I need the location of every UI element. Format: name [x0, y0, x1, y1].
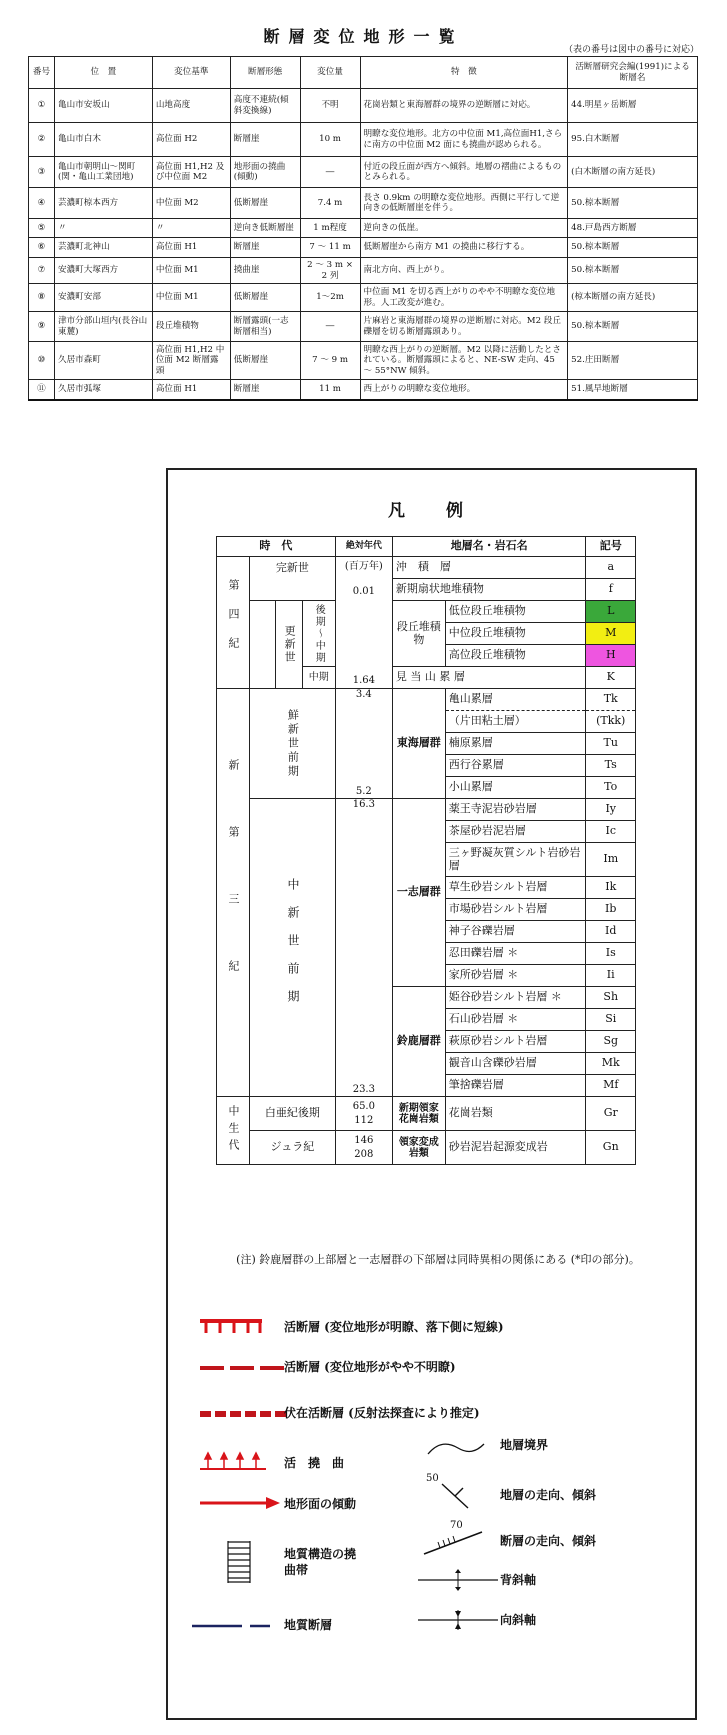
- cell-no: ⑪: [29, 380, 55, 400]
- cell-datum: 中位面 M1: [152, 284, 230, 312]
- cell-feature: 中位面 M1 を切る西上がりのやや不明瞭な変位地形。人工改変が進む。: [360, 284, 568, 312]
- geologic-fault-symbol: [190, 1622, 274, 1630]
- period-quaternary: 第四紀: [227, 579, 241, 666]
- cell-displacement: 1 m程度: [300, 219, 360, 238]
- header-feature: 特 徴: [360, 57, 568, 89]
- cell-fault-name: 44.明星ヶ岳断層: [568, 89, 698, 123]
- label-strike-dip: 地層の走向、傾斜: [500, 1488, 597, 1502]
- period-mesozoic: 中生代: [227, 1105, 241, 1156]
- table-row: [29, 312, 698, 342]
- unit-low-terrace: 低位段丘堆積物: [445, 601, 586, 623]
- cell-no: ⑤: [29, 219, 55, 238]
- symbol-granite: Gr: [586, 1097, 636, 1131]
- age-65: 65.0: [352, 1100, 375, 1112]
- cell-location: 亀山市安坂山: [54, 89, 152, 123]
- group-granite: 新期領家花崗岩類: [392, 1097, 445, 1131]
- header-no: 番号: [29, 57, 55, 89]
- symbol-kameyama: Tk: [586, 689, 636, 711]
- cell-form: 断層崖: [230, 123, 300, 157]
- unit-gneiss: 砂岩泥岩起源変成岩: [445, 1131, 586, 1165]
- fault-strike-dip-symbol: [420, 1528, 486, 1558]
- symbol-oshida: Is: [586, 943, 636, 965]
- header-symbol: 記号: [586, 537, 636, 557]
- cell-fault-name: 50.椋本断層: [568, 312, 698, 342]
- cell-displacement: 7 ～ 11 m: [300, 238, 360, 258]
- cell-form: 地形面の撓曲(傾動): [230, 157, 300, 188]
- unit-iedokoro: 家所砂岩層 ＊: [445, 965, 586, 987]
- age-1.64: 1.64: [352, 675, 375, 686]
- symbol-chaya: Ic: [586, 821, 636, 843]
- stratigraphy-table: [216, 536, 636, 1165]
- cell-location: 津市分部山垣内(長谷山東麓): [54, 312, 152, 342]
- symbol-gneiss: Gn: [586, 1131, 636, 1165]
- age-0.01: 0.01: [352, 586, 375, 597]
- legend-note: (注) 鈴鹿層群の上部層と一志層群の下部層は同時異相の関係にある (*印の部分)。: [236, 1253, 640, 1266]
- cell-feature: 明瞭な西上がりの逆断層。M2 以降に活動したとされている。断層露頭によると、NE-SW 走向、45 ～ 55°NW 傾斜。: [360, 342, 568, 380]
- header-displacement: 変位量: [300, 57, 360, 89]
- epoch-pliocene: 鮮新世前期: [286, 708, 300, 779]
- cell-datum: 高位面 H1: [152, 380, 230, 400]
- cell-displacement: 11 m: [300, 380, 360, 400]
- terrace-label: 段丘堆積物: [392, 601, 445, 667]
- cell-no: ⑨: [29, 312, 55, 342]
- unit-high-terrace: 高位段丘堆積物: [445, 645, 586, 667]
- flexure-symbol: [198, 1451, 268, 1473]
- age-16.3: 16.3: [352, 799, 375, 810]
- cell-fault-name: 48.戸島西方断層: [568, 219, 698, 238]
- symbol-kusao: Ik: [586, 877, 636, 899]
- symbol-fan: f: [586, 579, 636, 601]
- legend-title: 凡 例: [388, 501, 475, 521]
- fault-dip-value: 70: [450, 1520, 463, 1531]
- cell-no: ④: [29, 188, 55, 219]
- cell-datum: 中位面 M2: [152, 188, 230, 219]
- label-tilt: 地形面の傾動: [284, 1497, 357, 1511]
- cell-datum: 高位面 H1: [152, 238, 230, 258]
- cell-feature: 逆向きの低崖。: [360, 219, 568, 238]
- age-5.2: 5.2: [355, 786, 372, 797]
- symbol-koyama: To: [586, 777, 636, 799]
- cell-feature: 低断層崖から南方 M1 の撓曲に移行する。: [360, 238, 568, 258]
- symbol-ichiba: Ib: [586, 899, 636, 921]
- cell-fault-name: 51.風早地断層: [568, 380, 698, 400]
- age-23.3: 23.3: [352, 1084, 375, 1095]
- unit-granite: 花崗岩類: [445, 1097, 586, 1131]
- symbol-middle-terrace: M: [586, 623, 636, 645]
- cell-location: 安濃町安部: [54, 284, 152, 312]
- active-fault-clear-symbol: [198, 1317, 264, 1337]
- cell-no: ⑥: [29, 238, 55, 258]
- cell-feature: 西上がりの明瞭な変位地形。: [360, 380, 568, 400]
- unit-chaya: 茶屋砂岩泥岩層: [445, 821, 586, 843]
- flexure-zone-symbol: [226, 1540, 252, 1584]
- group-suzuka: 鈴鹿層群: [392, 987, 445, 1097]
- table-row: [29, 342, 698, 380]
- unit-mitoyama: 見 当 山 累 層: [392, 667, 586, 689]
- label-active-fault-unclear: 活断層 (変位地形がやや不明瞭): [284, 1360, 456, 1374]
- symbol-iedokoro: Ii: [586, 965, 636, 987]
- cell-location: 芸濃町北神山: [54, 238, 152, 258]
- cell-datum: 高位面 H1,H2 中位面 M2 断層露頭: [152, 342, 230, 380]
- table-row: [29, 284, 698, 312]
- symbol-kannonyama: Mk: [586, 1053, 636, 1075]
- cell-fault-name: 52.庄田断層: [568, 342, 698, 380]
- cell-feature: 付近の段丘面が西方へ傾斜。地層の褶曲によるものとみられる。: [360, 157, 568, 188]
- cell-location: 亀山市白木: [54, 123, 152, 157]
- unit-ishiyama: 石山砂岩層 ＊: [445, 1009, 586, 1031]
- cell-feature: 南北方向、西上がり。: [360, 258, 568, 284]
- cell-form: 断層崖: [230, 238, 300, 258]
- age-146: 146: [354, 1134, 374, 1146]
- cell-displacement: 7 ～ 9 m: [300, 342, 360, 380]
- cell-location: 芸濃町椋本西方: [54, 188, 152, 219]
- cell-fault-name: (白木断層の南方延長): [568, 157, 698, 188]
- symbol-ishiyama: Si: [586, 1009, 636, 1031]
- label-geologic-fault: 地質断層: [284, 1618, 333, 1632]
- cell-form: 断層崖: [230, 380, 300, 400]
- table-row: [29, 89, 698, 123]
- table-row: [29, 380, 698, 400]
- unit-kusao: 草生砂岩シルト岩層: [445, 877, 586, 899]
- unit-kameyama: 亀山累層: [445, 689, 586, 711]
- cell-fault-name: 95.白木断層: [568, 123, 698, 157]
- age-3.4: 3.4: [355, 689, 372, 700]
- cell-no: ⑦: [29, 258, 55, 284]
- cell-feature: 長さ 0.9km の明瞭な変位地形。西側に平行して逆向きの低断層崖を伴う。: [360, 188, 568, 219]
- cell-form: 低断層崖: [230, 284, 300, 312]
- period-cretaceous: 白亜紀後期: [249, 1097, 335, 1131]
- unit-alluvium: 沖 積 層: [392, 557, 586, 579]
- cell-no: ②: [29, 123, 55, 157]
- table-row: [29, 157, 698, 188]
- symbol-high-terrace: H: [586, 645, 636, 667]
- cell-location: 亀山市朝明山～関町(関・亀山工業団地): [54, 157, 152, 188]
- age-unit: (百万年): [344, 561, 383, 572]
- unit-oshida: 忍田礫岩層 ＊: [445, 943, 586, 965]
- cell-fault-name: 50.椋本断層: [568, 188, 698, 219]
- cell-form: 撓曲崖: [230, 258, 300, 284]
- legend-panel: [166, 468, 697, 1720]
- label-boundary: 地層境界: [500, 1438, 549, 1452]
- symbol-haibara: Sg: [586, 1031, 636, 1053]
- cell-no: ⑩: [29, 342, 55, 380]
- header-form: 断層形態: [230, 57, 300, 89]
- label-syncline: 向斜軸: [500, 1613, 537, 1627]
- cell-datum: 〃: [152, 219, 230, 238]
- cell-datum: 高位面 H1,H2 及び中位面 M2: [152, 157, 230, 188]
- period-jurassic: ジュラ紀: [249, 1131, 335, 1165]
- cell-fault-name: 50.椋本断層: [568, 258, 698, 284]
- tilt-arrow-symbol: [198, 1495, 282, 1511]
- unit-saigyodani: 西行谷累層: [445, 755, 586, 777]
- header-fault-name: 活断層研究会編(1991)による断層名: [568, 57, 698, 89]
- header-location: 位 置: [54, 57, 152, 89]
- label-fault-strike-dip: 断層の走向、傾斜: [500, 1534, 597, 1548]
- cell-fault-name: 50.椋本断層: [568, 238, 698, 258]
- unit-haibara: 萩原砂岩シルト岩層: [445, 1031, 586, 1053]
- cell-datum: 段丘堆積物: [152, 312, 230, 342]
- header-age: 絶対年代: [335, 537, 392, 557]
- table-row: [29, 123, 698, 157]
- cell-fault-name: (椋本断層の南方延長): [568, 284, 698, 312]
- boundary-symbol: [426, 1440, 486, 1458]
- age-112: 112: [354, 1114, 374, 1126]
- header-era: 時 代: [217, 537, 336, 557]
- cell-feature: 片麻岩と東海層群の境界の逆断層に対応。M2 段丘礫層を切る断層露頭あり。: [360, 312, 568, 342]
- cell-location: 〃: [54, 219, 152, 238]
- group-ryoke: 領家変成岩類: [392, 1131, 445, 1165]
- group-ichishi: 一志層群: [392, 799, 445, 987]
- cell-feature: 明瞭な変位地形。北方の中位面 M1,高位面H1,さらに南方の中位面 M2 面にも撓曲が認められる。: [360, 123, 568, 157]
- unit-fudesute: 筆捨礫岩層: [445, 1075, 586, 1097]
- period-neogene: 新第三紀: [227, 758, 241, 1027]
- cell-datum: 高位面 H2: [152, 123, 230, 157]
- symbol-mikeno: Im: [586, 843, 636, 877]
- table-header-row: [29, 57, 698, 89]
- cell-displacement: 10 m: [300, 123, 360, 157]
- symbol-mitoyama: K: [586, 667, 636, 689]
- cell-datum: 山地高度: [152, 89, 230, 123]
- symbol-katada: (Tkk): [586, 711, 636, 733]
- cell-form: 逆向き低断層崖: [230, 219, 300, 238]
- cell-location: 安濃町大塚西方: [54, 258, 152, 284]
- anticline-symbol: [416, 1568, 500, 1592]
- table-row: [29, 258, 698, 284]
- label-anticline: 背斜軸: [500, 1573, 537, 1587]
- strike-dip-value: 50: [426, 1473, 439, 1484]
- symbol-yakuoji: Iy: [586, 799, 636, 821]
- unit-mikeno: 三ヶ野凝灰質シルト岩砂岩層: [445, 843, 586, 877]
- table-row: [29, 219, 698, 238]
- cell-location: 久居市弧塚: [54, 380, 152, 400]
- epoch-late-middle: 後期～中期: [313, 603, 325, 664]
- cell-form: 断層露頭(一志断層相当): [230, 312, 300, 342]
- symbol-himetani: Sh: [586, 987, 636, 1009]
- cell-displacement: 2 ～ 3 m × 2 列: [300, 258, 360, 284]
- syncline-symbol: [416, 1608, 500, 1632]
- cell-displacement: ―: [300, 312, 360, 342]
- unit-ichiba: 市場砂岩シルト岩層: [445, 899, 586, 921]
- symbol-saigyodani: Ts: [586, 755, 636, 777]
- symbol-fudesute: Mf: [586, 1075, 636, 1097]
- unit-middle-terrace: 中位段丘堆積物: [445, 623, 586, 645]
- strike-dip-symbol: [436, 1480, 476, 1510]
- symbol-alluvium: a: [586, 557, 636, 579]
- table-row: [29, 188, 698, 219]
- unit-kannonyama: 観音山含礫砂岩層: [445, 1053, 586, 1075]
- unit-fan: 新期扇状地堆積物: [392, 579, 586, 601]
- label-active-fault-clear: 活断層 (変位地形が明瞭、落下側に短線): [284, 1320, 504, 1334]
- unit-koyama: 小山累層: [445, 777, 586, 799]
- label-flexure: 活 撓 曲: [284, 1456, 345, 1470]
- concealed-fault-symbol: [198, 1409, 288, 1419]
- epoch-miocene: 中新世前期: [285, 877, 300, 1018]
- cell-displacement: 1～2m: [300, 284, 360, 312]
- label-concealed-fault: 伏在活断層 (反射法探査により推定): [284, 1406, 480, 1420]
- active-fault-unclear-symbol: [198, 1363, 288, 1373]
- unit-himetani: 姫谷砂岩シルト岩層 ＊: [445, 987, 586, 1009]
- epoch-holocene: 完新世: [249, 557, 335, 579]
- cell-location: 久居市森町: [54, 342, 152, 380]
- epoch-pleistocene: 更新世: [283, 625, 297, 664]
- symbol-low-terrace: L: [586, 601, 636, 623]
- cell-form: 低断層崖: [230, 188, 300, 219]
- unit-yakuoji: 薬王寺泥岩砂岩層: [445, 799, 586, 821]
- cell-displacement: 不明: [300, 89, 360, 123]
- header-unit: 地層名・岩石名: [392, 537, 586, 557]
- unit-kusuhara: 楠原累層: [445, 733, 586, 755]
- cell-form: 低断層崖: [230, 342, 300, 380]
- label-flexure-zone: 地質構造の撓曲帯: [284, 1547, 357, 1577]
- cell-no: ⑧: [29, 284, 55, 312]
- unit-kobetani: 神子谷礫岩層: [445, 921, 586, 943]
- symbol-kobetani: Id: [586, 921, 636, 943]
- cell-displacement: 7.4 m: [300, 188, 360, 219]
- cell-no: ①: [29, 89, 55, 123]
- symbol-kusuhara: Tu: [586, 733, 636, 755]
- age-208: 208: [354, 1148, 374, 1160]
- cell-form: 高度不連続(傾斜変換線): [230, 89, 300, 123]
- cell-no: ③: [29, 157, 55, 188]
- table-title: 断層変位地形一覧: [263, 27, 464, 46]
- epoch-middle: 中期: [302, 667, 335, 689]
- header-datum: 変位基準: [152, 57, 230, 89]
- unit-katada: （片田粘土層）: [445, 711, 586, 733]
- cell-feature: 花崗岩類と東海層群の境界の逆断層に対応。: [360, 89, 568, 123]
- cell-displacement: ―: [300, 157, 360, 188]
- fault-displacement-table: [28, 56, 698, 401]
- cell-datum: 中位面 M1: [152, 258, 230, 284]
- table-row: [29, 238, 698, 258]
- group-tokai: 東海層群: [392, 689, 445, 799]
- table-note: （表の番号は図中の番号に対応）: [563, 45, 699, 55]
